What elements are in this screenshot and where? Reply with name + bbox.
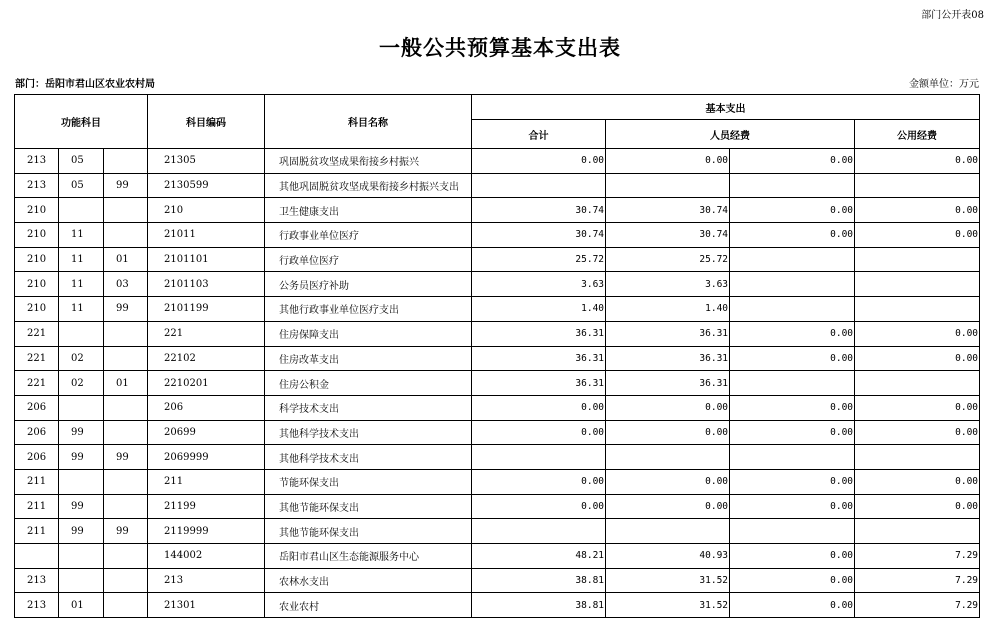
cell-personnel-other: 0.00 [730,223,855,248]
cell-personnel-other [730,519,855,544]
cell-subject-name: 岳阳市君山区生态能源服务中心 [265,544,472,569]
cell-personnel [606,519,730,544]
cell-public: 0.00 [855,346,980,371]
cell-total: 3.63 [472,272,606,297]
cell-personnel: 0.00 [606,395,730,420]
cell-subject-code: 2101103 [148,272,265,297]
cell-category: 213 [15,593,59,618]
cell-subject-code: 213 [148,568,265,593]
cell-personnel-other [730,247,855,272]
cell-category: 211 [15,519,59,544]
cell-subject-name: 住房改革支出 [265,346,472,371]
cell-subject-name: 住房保障支出 [265,321,472,346]
department-label: 部门：岳阳市君山区农业农村局 [15,79,155,90]
table-row [15,173,980,198]
table-row [15,247,980,272]
cell-personnel: 30.74 [606,198,730,223]
header-personnel: 人员经费 [606,120,855,149]
cell-subitem [104,395,148,420]
cell-item: 99 [59,420,104,445]
cell-subitem [104,593,148,618]
cell-category: 211 [15,494,59,519]
cell-personnel-other [730,173,855,198]
cell-subject-name: 其他科学技术支出 [265,445,472,470]
cell-total: 0.00 [472,494,606,519]
cell-personnel: 36.31 [606,321,730,346]
cell-category: 210 [15,198,59,223]
cell-total: 36.31 [472,321,606,346]
cell-subitem: 01 [104,371,148,396]
cell-subject-code: 2210201 [148,371,265,396]
cell-item: 02 [59,346,104,371]
cell-personnel: 0.00 [606,494,730,519]
table-row [15,395,980,420]
cell-subitem: 01 [104,247,148,272]
cell-public [855,272,980,297]
cell-category: 211 [15,469,59,494]
cell-category: 221 [15,371,59,396]
header-basic-expense: 基本支出 [472,95,980,120]
cell-subject-code: 211 [148,469,265,494]
cell-personnel-other: 0.00 [730,346,855,371]
cell-public [855,371,980,396]
cell-public: 0.00 [855,420,980,445]
cell-item: 11 [59,223,104,248]
table-row [15,469,980,494]
cell-subject-name: 巩固脱贫攻坚成果衔接乡村振兴 [265,149,472,174]
page-title: 一般公共预算基本支出表 [379,35,621,60]
cell-subitem: 03 [104,272,148,297]
table-row [15,445,980,470]
cell-item: 11 [59,272,104,297]
cell-total: 48.21 [472,544,606,569]
cell-category: 210 [15,247,59,272]
cell-personnel: 25.72 [606,247,730,272]
cell-subject-name: 其他行政事业单位医疗支出 [265,297,472,322]
cell-public: 7.29 [855,568,980,593]
cell-total: 38.81 [472,568,606,593]
cell-personnel-other [730,297,855,322]
cell-item [59,321,104,346]
cell-subject-code: 2101199 [148,297,265,322]
amount-unit-label: 金额单位：万元 [909,79,979,90]
cell-total: 30.74 [472,223,606,248]
cell-personnel-other: 0.00 [730,494,855,519]
cell-category: 221 [15,346,59,371]
cell-category [15,544,59,569]
cell-subject-name: 卫生健康支出 [265,198,472,223]
cell-subject-name: 科学技术支出 [265,395,472,420]
cell-item: 01 [59,593,104,618]
header-public: 公用经费 [855,120,980,149]
cell-subject-name: 节能环保支出 [265,469,472,494]
form-number: 部门公开表08 [921,10,984,21]
cell-total: 38.81 [472,593,606,618]
cell-subject-name: 农业农村 [265,593,472,618]
cell-subitem: 99 [104,173,148,198]
header-total: 合计 [472,120,606,149]
cell-subject-code: 2119999 [148,519,265,544]
cell-item: 11 [59,297,104,322]
table-row [15,519,980,544]
table-row [15,272,980,297]
cell-subject-code: 21011 [148,223,265,248]
cell-public: 0.00 [855,321,980,346]
cell-total: 0.00 [472,469,606,494]
cell-personnel: 0.00 [606,469,730,494]
cell-subject-code: 21301 [148,593,265,618]
cell-personnel-other [730,371,855,396]
cell-subject-name: 住房公积金 [265,371,472,396]
cell-public: 0.00 [855,395,980,420]
table-row [15,297,980,322]
cell-subject-code: 2130599 [148,173,265,198]
cell-item [59,469,104,494]
cell-item: 99 [59,494,104,519]
cell-public [855,445,980,470]
cell-public: 0.00 [855,469,980,494]
table-row [15,223,980,248]
header-subject-name: 科目名称 [265,95,472,149]
cell-subitem [104,420,148,445]
table-row [15,198,980,223]
cell-subitem [104,469,148,494]
cell-category: 210 [15,297,59,322]
cell-subject-code: 21199 [148,494,265,519]
cell-subject-name: 行政单位医疗 [265,247,472,272]
cell-personnel-other: 0.00 [730,420,855,445]
cell-personnel: 31.52 [606,568,730,593]
cell-subject-name: 其他巩固脱贫攻坚成果衔接乡村振兴支出 [265,173,472,198]
cell-public [855,519,980,544]
cell-subject-name: 行政事业单位医疗 [265,223,472,248]
header-subject-code: 科目编码 [148,95,265,149]
cell-total [472,445,606,470]
cell-subject-name: 其他节能环保支出 [265,519,472,544]
cell-subject-code: 20699 [148,420,265,445]
cell-subitem [104,346,148,371]
cell-personnel: 1.40 [606,297,730,322]
cell-item [59,395,104,420]
table-row [15,568,980,593]
cell-personnel: 31.52 [606,593,730,618]
cell-public [855,297,980,322]
cell-personnel: 0.00 [606,420,730,445]
cell-subitem [104,321,148,346]
cell-public: 7.29 [855,544,980,569]
cell-personnel-other: 0.00 [730,321,855,346]
cell-item: 02 [59,371,104,396]
cell-personnel: 40.93 [606,544,730,569]
cell-public: 0.00 [855,149,980,174]
table-row [15,346,980,371]
cell-subitem [104,149,148,174]
cell-total [472,173,606,198]
table-row [15,544,980,569]
cell-category: 206 [15,395,59,420]
cell-category: 213 [15,568,59,593]
cell-total: 25.72 [472,247,606,272]
cell-public: 0.00 [855,198,980,223]
cell-category: 206 [15,445,59,470]
cell-category: 210 [15,223,59,248]
table-row [15,593,980,618]
cell-subitem [104,568,148,593]
cell-item: 05 [59,149,104,174]
cell-subject-name: 其他科学技术支出 [265,420,472,445]
cell-category: 213 [15,173,59,198]
cell-total: 0.00 [472,420,606,445]
cell-item: 99 [59,445,104,470]
cell-category: 206 [15,420,59,445]
cell-public: 7.29 [855,593,980,618]
cell-personnel-other: 0.00 [730,395,855,420]
cell-personnel: 3.63 [606,272,730,297]
cell-public: 0.00 [855,223,980,248]
cell-personnel-other [730,445,855,470]
cell-subitem: 99 [104,297,148,322]
cell-personnel-other: 0.00 [730,198,855,223]
cell-subject-name: 农林水支出 [265,568,472,593]
cell-public [855,173,980,198]
cell-item: 11 [59,247,104,272]
cell-public [855,247,980,272]
cell-public: 0.00 [855,494,980,519]
cell-item [59,198,104,223]
cell-subject-code: 22102 [148,346,265,371]
cell-total [472,519,606,544]
cell-total: 36.31 [472,346,606,371]
cell-total: 36.31 [472,371,606,396]
cell-personnel: 30.74 [606,223,730,248]
cell-personnel-other [730,272,855,297]
cell-item [59,568,104,593]
cell-subitem: 99 [104,519,148,544]
table-row [15,494,980,519]
header-func-subject: 功能科目 [15,95,148,149]
cell-subitem [104,494,148,519]
cell-subitem: 99 [104,445,148,470]
cell-personnel: 36.31 [606,346,730,371]
cell-subject-code: 2069999 [148,445,265,470]
cell-subitem [104,223,148,248]
cell-personnel [606,445,730,470]
cell-subject-name: 其他节能环保支出 [265,494,472,519]
cell-item: 05 [59,173,104,198]
cell-personnel-other: 0.00 [730,544,855,569]
cell-personnel-other: 0.00 [730,593,855,618]
cell-subject-code: 210 [148,198,265,223]
cell-total: 1.40 [472,297,606,322]
cell-category: 221 [15,321,59,346]
cell-subject-code: 2101101 [148,247,265,272]
cell-personnel-other: 0.00 [730,469,855,494]
cell-category: 210 [15,272,59,297]
cell-subject-code: 206 [148,395,265,420]
table-row [15,149,980,174]
cell-personnel-other: 0.00 [730,568,855,593]
table-row [15,420,980,445]
cell-item: 99 [59,519,104,544]
cell-category: 213 [15,149,59,174]
cell-personnel [606,173,730,198]
cell-total: 30.74 [472,198,606,223]
cell-total: 0.00 [472,149,606,174]
cell-subitem [104,198,148,223]
cell-subject-code: 21305 [148,149,265,174]
cell-subject-code: 144002 [148,544,265,569]
table-row [15,321,980,346]
cell-item [59,544,104,569]
cell-subject-name: 公务员医疗补助 [265,272,472,297]
cell-personnel: 36.31 [606,371,730,396]
cell-total: 0.00 [472,395,606,420]
cell-subject-code: 221 [148,321,265,346]
cell-subitem [104,544,148,569]
table-row [15,371,980,396]
cell-personnel: 0.00 [606,149,730,174]
budget-table [14,94,980,618]
cell-personnel-other: 0.00 [730,149,855,174]
